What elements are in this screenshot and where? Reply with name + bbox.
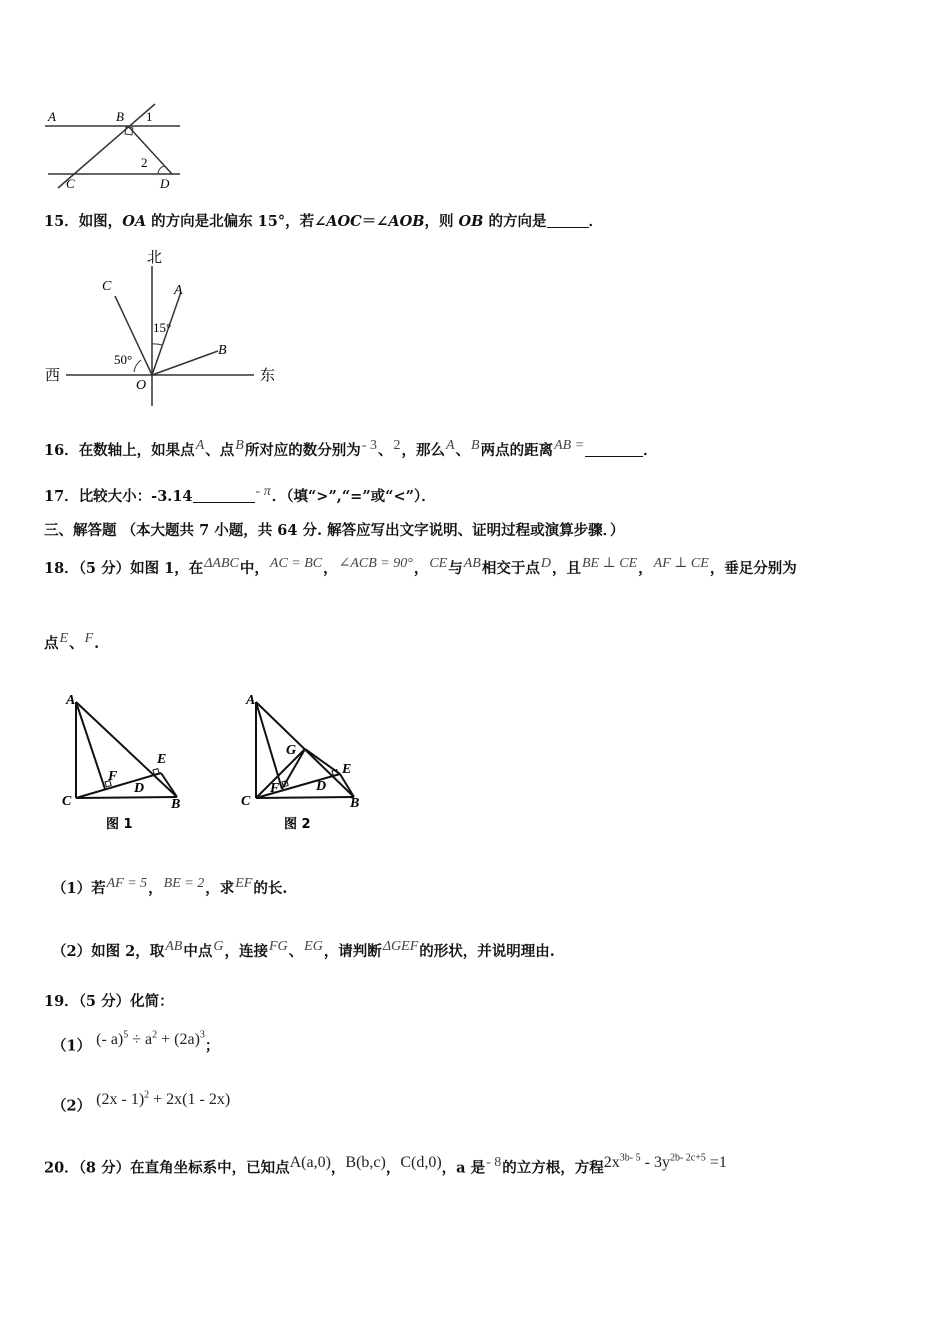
question-16 [44,438,658,462]
q16-text-3: 所对应的数分别为 [244,442,361,459]
q18-text-7: ，且 [551,560,581,577]
q18-p2-sep: 、 [288,943,304,960]
q15-text-c: ，则 [424,213,459,230]
q16-text-2: 、点 [205,442,235,459]
q18-p1-text: ，求 [205,880,235,897]
label-north: 北 [147,250,163,266]
q16-sep: 、 [377,442,393,459]
q18-text-3: ， [323,560,338,577]
q18-p2-text-3: ，请判断 [323,943,382,960]
q17-answer-blank[interactable] [193,488,255,503]
q18-p2-gef: ΔGEF [382,939,419,954]
q18-text-1: （5 分）如图 1，在 [78,560,204,577]
q15-answer-blank[interactable] [547,213,589,228]
q18-line2-a: 点 [44,635,59,652]
label-angle-50: 50° [114,352,133,367]
figure-18-1 [56,688,196,838]
q16-point-a: A [195,438,205,453]
section-title: 三、解答题 [44,522,117,539]
q18-ab: AB [463,556,481,571]
question-19 [44,992,174,1012]
q18-p2-label: （2）如图 2，取 [52,943,165,960]
q16-sep2: 、 [455,442,471,459]
q15-oa: OA [122,213,147,230]
q19-text: （5 分）化简： [78,993,174,1010]
q15-aob: AOB [388,213,425,230]
q18-p2-fg: FG [268,939,288,954]
q18-e: E [59,631,69,646]
q18-p1-af: AF = 5 [106,876,148,891]
label-a: A [48,109,56,124]
fig1-label-c: C [62,794,72,809]
q18-sep: 、 [69,635,84,652]
q16-value-2: 2 [393,438,401,453]
q16-point-b: B [235,438,244,453]
q18-f: F [84,631,94,646]
q20-eq-c: =1 [705,1154,727,1172]
q20-eq-a: 2x [603,1154,620,1172]
q16-answer-blank[interactable] [585,442,643,457]
q15-eq: ＝∠ [361,213,389,230]
q15-aoc: AOC [326,213,362,230]
label-b: B [218,343,227,358]
label-west: 西 [45,368,61,384]
fig2-label-g: G [286,743,297,758]
q20-number: 20． [44,1159,79,1177]
q19-p2-b: + 2x(1 - 2x) [149,1091,231,1109]
q18-cond-1: AC = BC [269,556,323,571]
q18-d: D [540,556,551,571]
q16-ab: AB = [554,438,585,453]
q20-text-3: 的立方根，方程 [502,1159,604,1177]
q18-p1-label: （1）若 [52,880,106,897]
label-angle-15: 15° [153,320,172,335]
label-c: C [66,176,75,191]
q16-text-4: ，那么 [401,442,445,459]
question-20 [44,1154,727,1179]
fig2-label-a: A [246,693,256,708]
q18-p1-sep: ， [148,880,163,897]
question-15 [44,212,603,232]
q19-number: 19． [44,993,79,1010]
q16-point-a2: A [445,438,455,453]
label-east: 东 [260,368,276,384]
fig2-label-b: B [350,796,360,811]
q16-value-1: - 3 [361,438,377,453]
fig1-label-b: B [171,797,181,812]
q15-ob: OB [458,213,484,230]
figure-compass [40,244,290,409]
question-18-line-2 [44,631,100,655]
label-o: O [136,378,147,393]
label-b: B [116,109,124,124]
q15-number: 15． [44,213,79,230]
q18-p1-be: BE = 2 [163,876,205,891]
q19-p1-exp-2: 2 [152,1030,158,1041]
q15-end: ． [588,213,603,230]
q19-p1-expression [96,1031,205,1048]
q18-text-4: ， [413,560,429,577]
q20-text-2: ，a 是 [441,1159,486,1177]
q18-p2-g: G [213,939,224,954]
q18-line2-b: . [94,635,100,652]
section-heading [44,521,624,541]
q19-p1-c: + (2a) [157,1031,200,1049]
q20-equation [604,1154,727,1171]
label-d: D [160,176,170,191]
q20-sep-1: ， [330,1159,346,1177]
q16-text-1: 在数轴上，如果点 [78,442,195,459]
q17-neg-pi: - π [255,484,271,499]
fig1-caption: 图 1 [106,817,133,832]
label-2: 2 [141,155,148,170]
q20-neg-8: - 8 [486,1155,502,1171]
q19-p1-exp-3: 3 [199,1030,205,1041]
q18-p2-ab: AB [165,939,183,954]
fig2-caption: 图 2 [284,817,311,832]
question-17 [44,484,436,508]
q17-text-2: ．（填“>”,“=”或“<”）． [271,488,436,505]
q19-part-2 [52,1092,230,1116]
fig2-label-f: F [270,781,280,796]
q18-part-1 [52,876,288,900]
q18-text-6: 相交于点 [481,560,540,577]
q18-cond-3: BE ⊥ CE [581,556,638,571]
q15-text-d: 的方向是 [483,213,547,230]
q19-p1-exp-1: 5 [123,1030,129,1041]
q20-text-1: （8 分）在直角坐标系中，已知点 [78,1159,290,1177]
q18-text-2: 中， [239,560,269,577]
q20-point-b: B(b,c) [345,1154,386,1172]
q18-p2-end: 的形状，并说明理由. [419,943,555,960]
q18-p1-ef: EF [235,876,253,891]
q18-part-2 [52,939,555,963]
q20-eq-b: - 3y [640,1154,670,1172]
fig2-label-e: E [342,762,352,777]
figure-18-2 [236,688,376,838]
q18-number: 18． [44,560,79,577]
q16-point-b2: B [471,438,480,453]
label-c: C [102,279,112,294]
label-a: A [174,283,183,298]
section-note: （本大题共 7 小题，共 64 分. 解答应写出文字说明、证明过程或演算步骤．） [121,522,625,539]
fig2-label-c: C [241,794,251,809]
q19-p2-expression [96,1091,230,1108]
q17-number: 17． [44,488,79,505]
q18-cond-4: AF ⊥ CE [653,556,709,571]
fig2-label-d: D [316,779,327,794]
question-18 [44,556,797,580]
q20-exp-2: 2b- 2c+5 [669,1153,706,1164]
q18-text-8: ， [638,560,653,577]
figure-parallel-lines [40,100,190,195]
q15-text-a: 如图， [78,213,123,230]
q18-text-9: ，垂足分别为 [709,560,797,577]
q18-p2-eg: EG [304,939,323,954]
fig1-label-f: F [108,769,118,784]
label-1: 1 [146,109,153,124]
q19-p2-a: (2x - 1) [96,1091,145,1109]
q19-part-1 [52,1032,219,1056]
fig1-label-d: D [134,781,145,796]
q15-text-b: 的方向是北偏东 15°，若∠ [146,213,327,230]
q19-p1-label: （1） [52,1037,92,1055]
q20-sep-2: ， [385,1159,401,1177]
q18-ce: CE [429,556,448,571]
q20-exp-1: 3b- 5 [619,1153,641,1164]
q16-text-5: 两点的距离 [480,442,554,459]
q18-text-5: 与 [448,560,463,577]
q20-point-c: C(d,0) [400,1154,442,1172]
q19-p2-label: （2） [52,1097,92,1115]
q18-triangle: ΔABC [204,556,239,571]
fig1-label-a: A [66,693,76,708]
q18-p2-text-1: 中点 [183,943,213,960]
q20-point-a: A(a,0) [289,1154,331,1172]
fig1-label-e: E [157,752,167,767]
q19-p2-exp-1: 2 [144,1090,150,1101]
q19-p1-a: (- a) [96,1031,124,1049]
q19-p1-end: ； [204,1037,220,1055]
q17-text-1: 比较大小：-3.14 [78,488,193,505]
q16-number: 16． [44,442,79,459]
q16-end: ． [643,442,658,459]
q18-cond-2: ∠ACB = 90° [338,556,413,571]
q19-p1-b: ÷ a [128,1031,153,1049]
q18-p2-text-2: ，连接 [224,943,268,960]
q18-p1-end: 的长. [253,880,288,897]
